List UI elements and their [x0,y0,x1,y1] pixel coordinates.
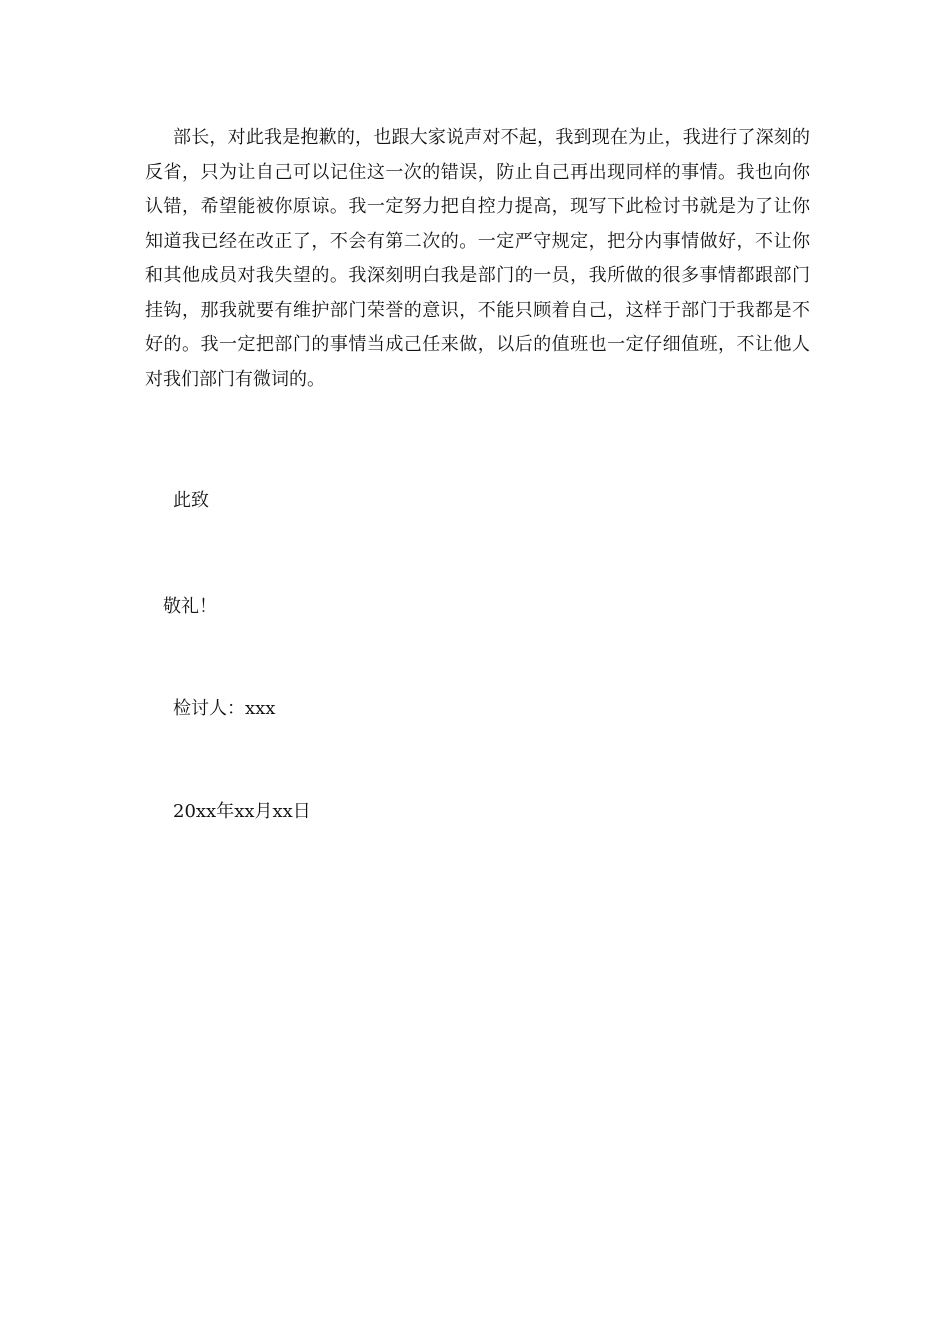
letter-date: 20xx年xx月xx日 [173,801,311,822]
letter-salutation: 敬礼！ [163,596,217,617]
letter-signer: 检讨人：xxx [173,698,276,719]
letter-closing: 此致 [173,490,209,511]
letter-body-paragraph: 部长，对此我是抱歉的，也跟大家说声对不起，我到现在为止，我进行了深刻的反省，只为让自己可以记住这一次的错误，防止自己再出现同样的事情。我也向你认错，希望能被你原谅。我一定努力把自控力提高，现写下此检讨书就是为了让你知道我已经在改正了，不会有第二次的。一定严守规定，把分内事情做好，不让你和其他成员对我失望的。我深刻明白我是部门的一员，我所做的很多事情都跟部门挂钩，那我就要有维护部门荣誉的意识，不能只顾着自己，这样于部门于我都是不好的。我一定把部门的事情当成己任来做，以后的值班也一定仔细值班，不让他人对我们部门有微词的。 [145,127,810,390]
